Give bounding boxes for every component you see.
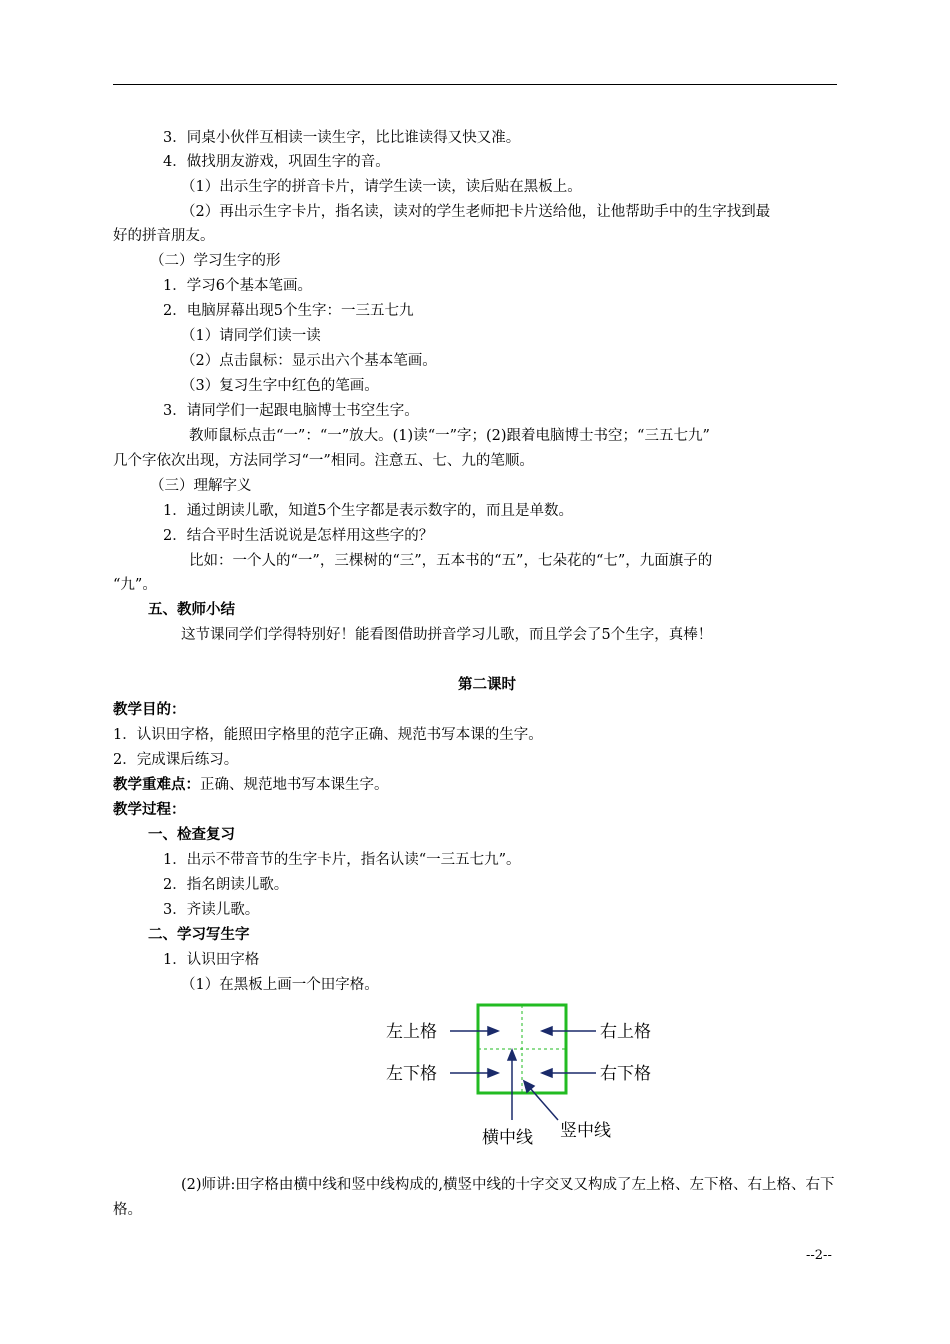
text-line: 2．完成课后练习。	[113, 752, 239, 768]
label-bottom-left: 左下格	[386, 1064, 437, 1084]
key-label: 教学重难点：	[113, 776, 200, 793]
text-line: 1．出示不带音节的生字卡片，指名认读“一三五七九”。	[163, 852, 521, 868]
text-line: 几个字依次出现，方法同学习“一”相同。注意五、七、九的笔顺。	[113, 453, 534, 469]
label-horizontal-line: 横中线	[482, 1128, 533, 1148]
text-line: 1．认识田字格，能照田字格里的范字正确、规范书写本课的生字。	[113, 727, 543, 743]
text-line: 3．请同学们一起跟电脑博士书空生字。	[163, 403, 419, 419]
label-bottom-right: 右下格	[600, 1064, 651, 1084]
section-heading: 教学过程：	[113, 801, 186, 818]
header-rule	[113, 84, 837, 85]
label-vertical-line: 竖中线	[560, 1121, 611, 1141]
section-heading: 教学目的：	[113, 701, 186, 718]
text-line: “九”。	[113, 577, 157, 593]
text-line: 3．齐读儿歌。	[163, 902, 260, 918]
text-line: 好的拼音朋友。	[113, 228, 215, 244]
arrowhead-bottom-left	[488, 1069, 498, 1077]
arrowhead-bottom-right	[542, 1069, 552, 1077]
section-heading: 二、学习写生字	[148, 926, 250, 943]
text-line: 比如：一个人的“一”，三棵树的“三”，五本书的“五”，七朵花的“七”，九面旗子的	[189, 553, 713, 569]
section-heading: 一、检查复习	[148, 826, 235, 843]
text-line: 1．通过朗读儿歌，知道5个生字都是表示数字的，而且是单数。	[163, 503, 573, 519]
text-paragraph: (2)师讲:田字格由横中线和竖中线构成的,横竖中线的十字交叉又构成了左上格、左下格、右上格、右下格。	[113, 1177, 835, 1218]
text-line: （1）请同学们读一读	[181, 328, 321, 344]
text-line: 4．做找朋友游戏，巩固生字的音。	[163, 154, 390, 170]
text-line: （2）点击鼠标：显示出六个基本笔画。	[181, 353, 437, 369]
text-line: （2）再出示生字卡片，指名读，读对的学生老师把卡片送给他，让他帮助手中的生字找到最	[181, 204, 771, 220]
page-number: --2--	[806, 1248, 832, 1263]
arrowhead-top-right	[542, 1027, 552, 1035]
text-line: （3）复习生字中红色的笔画。	[181, 378, 379, 394]
text-line: 3．同桌小伙伴互相读一读生字，比比谁读得又快又准。	[163, 130, 521, 146]
key-value: 正确、规范地书写本课生字。	[200, 777, 389, 793]
text-line: （1）在黑板上画一个田字格。	[181, 977, 379, 993]
text-line: （1）出示生字的拼音卡片，请学生读一读，读后贴在黑板上。	[181, 179, 582, 195]
arrowhead-top-left	[488, 1027, 498, 1035]
text-line: 教师鼠标点击“一”：“一”放大。(1)读“一”字；(2)跟着电脑博士书空；“三五七九”	[189, 428, 710, 444]
text-line: 2．指名朗读儿歌。	[163, 877, 289, 893]
tianzige-diagram	[378, 998, 678, 1158]
section-heading: 五、教师小结	[148, 601, 235, 618]
section-heading: （二）学习生字的形	[150, 253, 281, 269]
text-line: 2．结合平时生活说说是怎样用这些字的？	[163, 528, 434, 544]
section-heading: （三）理解字义	[150, 478, 252, 494]
label-top-right: 右上格	[600, 1022, 651, 1042]
arrowhead-horizontal-line	[508, 1050, 516, 1060]
label-top-left: 左上格	[386, 1022, 437, 1042]
text-line: 这节课同学们学得特别好！能看图借助拼音学习儿歌，而且学会了5个生字，真棒！	[181, 627, 713, 643]
text-line: 2．电脑屏幕出现5个生字：一三五七九	[163, 303, 414, 319]
lesson-title: 第二课时	[458, 676, 516, 693]
text-line	[113, 775, 389, 795]
text-line: 1．学习6个基本笔画。	[163, 278, 312, 294]
text-line: 1．认识田字格	[163, 952, 260, 968]
